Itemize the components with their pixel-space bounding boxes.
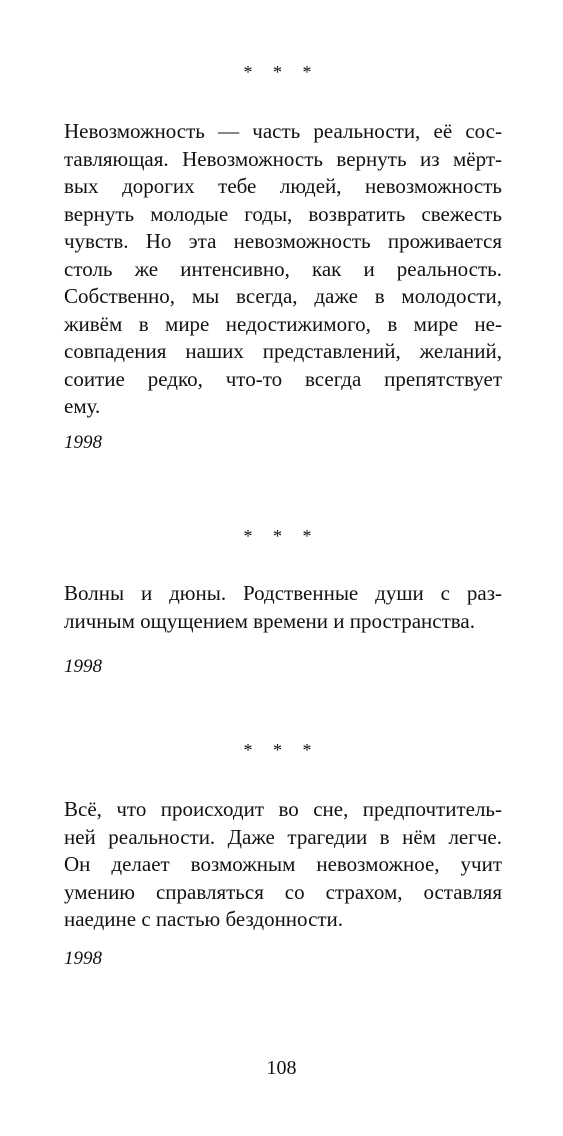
text-line: Всё, что происходит во сне, предпочтитель- xyxy=(64,797,502,821)
section-year-1: 1998 xyxy=(64,432,102,453)
section-separator-3: * * * xyxy=(243,740,320,760)
section-text-1 xyxy=(64,118,502,421)
text-line: Волны и дюны. Родственные души с раз- xyxy=(64,581,502,605)
text-line: личным ощущением времени и пространства. xyxy=(64,608,476,633)
section-separator-1: * * * xyxy=(243,62,320,82)
section-text-2 xyxy=(64,580,502,635)
text-line: Невозможность — часть реальности, её сос- xyxy=(64,119,502,143)
text-line: тавляющая. Невозможность вернуть из мёрт- xyxy=(64,146,502,171)
section-separator-2: * * * xyxy=(243,526,320,546)
section-text-3 xyxy=(64,796,502,934)
text-line: умению справляться со страхом, оставляя xyxy=(64,879,502,904)
text-line: совпадения наших представлений, желаний, xyxy=(64,339,502,363)
text-line: вернуть молодые годы, возвратить свежесть xyxy=(64,201,502,226)
text-line: ему. xyxy=(64,394,101,418)
text-line: Собственно, мы всегда, даже в молодости, xyxy=(64,284,502,308)
text-line: чувств. Но эта невозможность проживается xyxy=(64,229,502,253)
section-year-3: 1998 xyxy=(64,948,102,969)
text-line: Он делает возможным невозможное, учит xyxy=(64,852,502,876)
text-line: столь же интенсивно, как и реальность. xyxy=(64,256,502,281)
text-line: наедине с пастью бездонности. xyxy=(64,907,344,931)
section-year-2: 1998 xyxy=(64,656,102,677)
text-line: соитие редко, что-то всегда препятствует xyxy=(64,366,502,391)
page-number: 108 xyxy=(266,1057,297,1079)
text-line: ней реальности. Даже трагедии в нём легче. xyxy=(64,824,502,849)
text-line: живём в мире недостижимого, в мире не- xyxy=(64,311,502,336)
text-line: вых дорогих тебе людей, невозможность xyxy=(64,174,502,198)
